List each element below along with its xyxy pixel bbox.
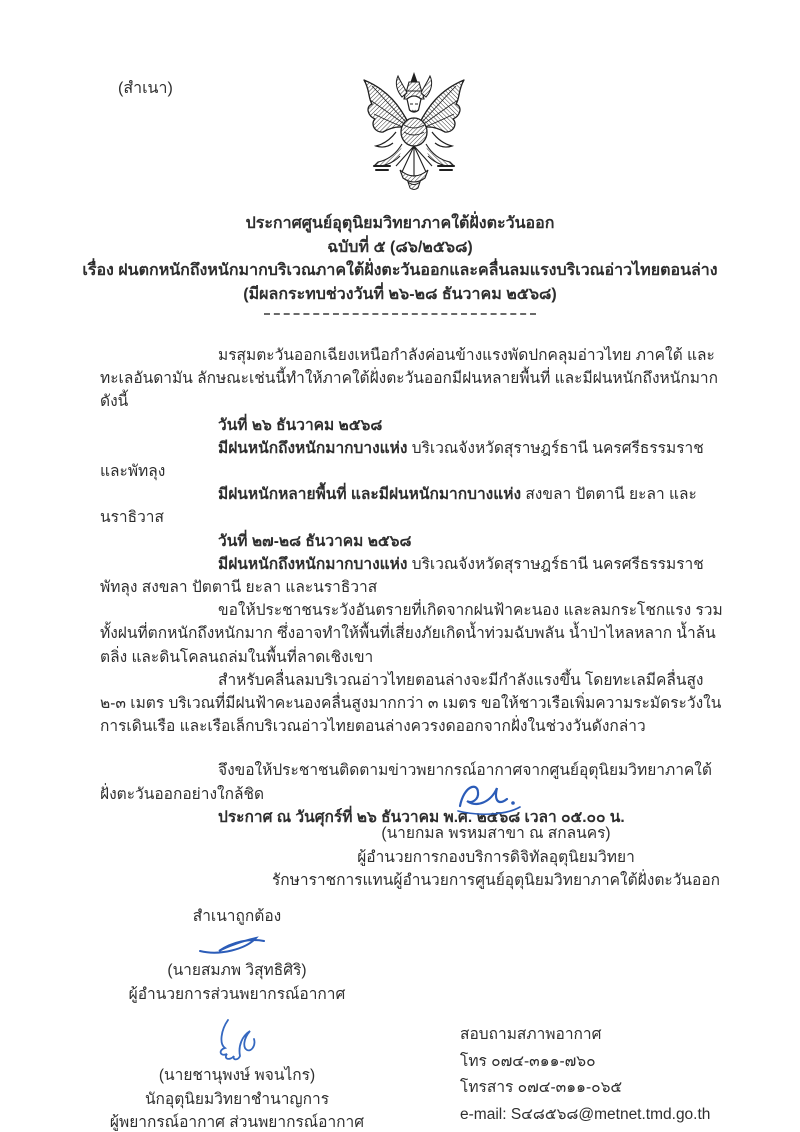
impact-period: (มีผลกระทบช่วงวันที่ ๒๖-๒๘ ธันวาคม ๒๕๖๘)	[243, 285, 557, 303]
date2-item1-provinces: บริเวณจังหวัดสุราษฎร์ธานี นครศรีธรรมราช พัทลุง สงขลา ปัตตานี ยะลา และนราธิวาส	[100, 555, 704, 597]
contact-block	[460, 1022, 770, 1128]
main-signatory-block	[270, 778, 722, 893]
date1-heading: วันที่ ๒๖ ธันวาคม ๒๕๖๘	[218, 416, 383, 434]
warning-paragraph: ขอให้ประชาชนระวังอันตรายที่เกิดจากฝนฟ้าคะนอง และลมกระโชกแรง รวมทั้งฝนที่ตกหนักถึงหนักมาก ซึ่งอาจทำให้พื้นที่เสี่ยงภัยเกิดน้ำท่วมฉับพลัน น้ำป่าไหลหลาก น้ำล้นตลิ่ง และดินโคลนถล่มในพื้นที่ลาดเชิงเขา	[100, 602, 723, 666]
date1-item1-provinces: บริเวณจังหวัดสุราษฎร์ธานี นครศรีธรรมราช และพัทลุง	[100, 439, 704, 481]
certification-label: สำเนาถูกต้อง	[192, 908, 282, 925]
forecaster-name: (นายชานุพงษ์ พจนไกร)	[158, 1067, 316, 1084]
signatory-position-2: รักษาราชการแทนผู้อำนวยการศูนย์อุตุนิยมวิทยาภาคใต้ฝั่งตะวันออก	[271, 872, 721, 889]
org-title: ประกาศศูนย์อุตุนิยมวิทยาภาคใต้ฝั่งตะวันออก	[245, 215, 555, 232]
subject-line: เรื่อง ฝนตกหนักถึงหนักมากบริเวณภาคใต้ฝั่งตะวันออกและคลื่นลมแรงบริเวณอ่าวไทยตอนล่าง	[82, 262, 718, 279]
forecaster-position-1: นักอุตุนิยมวิทยาชำนาญการ	[144, 1090, 330, 1108]
intro-paragraph: มรสุมตะวันออกเฉียงเหนือกำลังค่อนข้างแรงพัดปกคลุมอ่าวไทย ภาคใต้ และทะเลอันดามัน ลักษณะเช่นนี้ทำให้ภาคใต้ฝั่งตะวันออกมีฝนหลายพื้นที่ และมีฝนหนักถึงหนักมาก ดังนี้	[100, 347, 719, 411]
date2-item1	[100, 553, 724, 599]
certification-block	[92, 905, 382, 1007]
certifier-name: (นายสมภพ วิสุทธิศิริ)	[167, 962, 307, 979]
date1-item2-provinces: สงขลา ปัตตานี ยะลา และนราธิวาส	[100, 486, 697, 527]
divider-dashed-rule	[264, 313, 536, 315]
sea-conditions-paragraph: สำหรับคลื่นลมบริเวณอ่าวไทยตอนล่างจะมีกำลังแรงขึ้น โดยทะเลมีคลื่นสูง ๒-๓ เมตร บริเวณที่มีฝนฟ้าคะนองคลื่นสูงมากกว่า ๓ เมตร ขอให้ชาวเรือเพิ่มความระมัดระวังในการเดินเรือ และเรือเล็กบริเวณอ่าวไทยตอนล่างควรงดออกจากฝั่งในช่วงวันดังกล่าว	[100, 671, 722, 736]
signature-kamon-icon	[450, 778, 542, 818]
date2-heading: วันที่ ๒๗-๒๘ ธันวาคม ๒๕๖๘	[218, 532, 412, 550]
contact-phone: โทร ๐๗๔-๓๑๑-๗๖๐	[460, 1052, 596, 1070]
date1-item1-emphasis: มีฝนหนักถึงหนักมากบางแห่ง	[218, 439, 408, 457]
signatory-name: (นายกมล พรหมสาขา ณ สกลนคร)	[381, 825, 611, 842]
contact-fax: โทรสาร ๐๗๔-๓๑๑-๐๖๕	[460, 1079, 623, 1096]
date2-item1-emphasis: มีฝนหนักถึงหนักมากบางแห่ง	[218, 555, 408, 573]
issue-number: ฉบับที่ ๕ (๘๖/๒๕๖๘)	[327, 238, 473, 256]
document-body	[100, 344, 724, 829]
date1-item2-emphasis: มีฝนหนักหลายพื้นที่ และมีฝนหนักมากบางแห่ง	[218, 486, 522, 504]
document-header	[0, 212, 800, 315]
signature-somphop-icon	[192, 931, 282, 957]
date1-item1	[100, 437, 724, 483]
contact-heading: สอบถามสภาพอากาศ	[460, 1026, 602, 1043]
garuda-emblem-icon	[352, 70, 476, 202]
date1-item2	[100, 483, 724, 529]
signatory-position-1: ผู้อำนวยการกองบริการดิจิทัลอุตุนิยมวิทยา	[357, 848, 635, 866]
forecaster-block	[92, 1016, 382, 1132]
issued-date-line: ประกาศ ณ วันศุกร์ที่ ๒๖ ธันวาคม พ.ศ. ๒๕๖๘ เวลา ๐๕.๐๐ น.	[218, 808, 625, 826]
contact-email: e-mail: S๔๘๕๖๘@metnet.tmd.go.th	[460, 1105, 711, 1123]
certifier-position: ผู้อำนวยการส่วนพยากรณ์อากาศ	[128, 986, 346, 1003]
follow-up-paragraph: จึงขอให้ประชาชนติดตามข่าวพยากรณ์อากาศจากศูนย์อุตุนิยมวิทยาภาคใต้ฝั่งตะวันออกอย่างใกล้ชิด	[100, 762, 712, 803]
forecaster-position-2: ผู้พยากรณ์อากาศ ส่วนพยากรณ์อากาศ	[109, 1114, 365, 1131]
signature-chanupong-icon	[202, 1016, 272, 1062]
copy-label: (สำเนา)	[118, 80, 173, 97]
